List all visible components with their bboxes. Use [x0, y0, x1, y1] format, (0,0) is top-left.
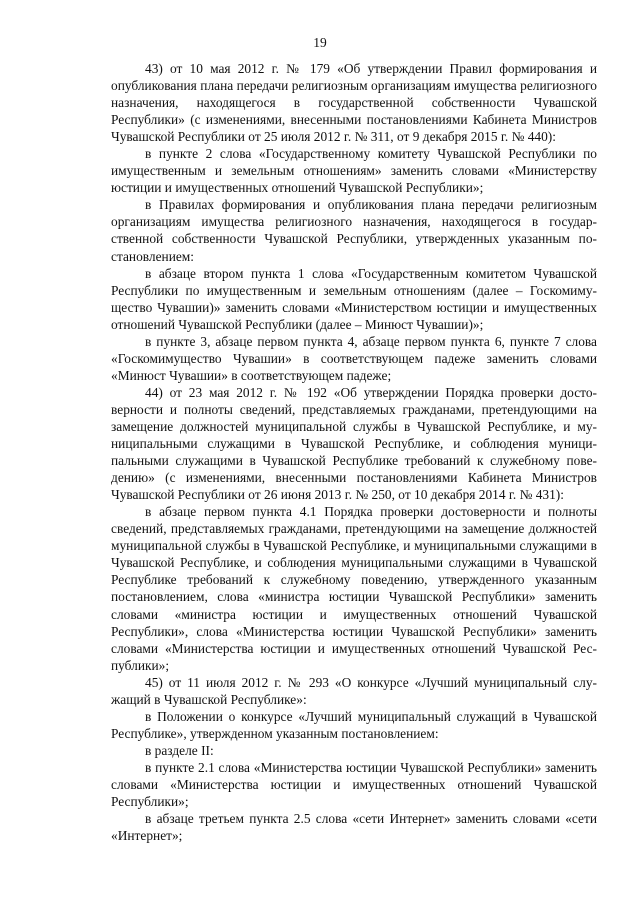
paragraph-item-45-point-2-1: в пункте 2.1 слова «Министерства юстиции Чувашской Республики» заменить словами «Министерства юстиции и имущественных отношений Чувашской Республики»;	[111, 759, 597, 810]
paragraph-item-45-regulation-intro: в Положении о конкурсе «Лучший муниципальный служащий в Чувашской Республике», утвержденном указанным постановлением:	[111, 708, 597, 741]
paragraph-item-45-section-2: в разделе II:	[145, 742, 214, 758]
paragraph-item-43: 43) от 10 мая 2012 г. № 179 «Об утверждении Правил формирования и опубликования плана передачи религиозным организациям имущества религиозного назначения, находящегося в государственной собственности Чувашской Республики» (с изменениями, внесенными постановлениями Кабинета Министров Чувашской Республики от 25 июля 2012 г. № 311, от 9 декабря 2015 г. № 440):	[111, 61, 597, 145]
paragraph-item-45: 45) от 11 июля 2012 г. № 293 «О конкурсе «Лучший муниципальный служащий в Чувашской Республике»:	[111, 674, 597, 707]
paragraph-item-45-point-2-5: в абзаце третьем пункта 2.5 слова «сети Интернет» заменить словами «сети «Интернет»;	[111, 811, 597, 844]
page-number: 19	[313, 35, 327, 50]
paragraph-item-43-point-2: в пункте 2 слова «Государственному комитету Чувашской Республики по имущественным и земельным отношениям» заменить словами «Министерству юстиции и имущественных отношений Чувашской Республики»;	[111, 146, 597, 196]
paragraph-item-43-rules-intro: в Правилах формирования и опубликования плана передачи религиозным организациям имущества религиозного назначения, находящегося в государственной собственности Чувашской Республики, утвержденных указанным постановлением:	[111, 197, 597, 264]
paragraph-item-44-point-4-1: в абзаце первом пункта 4.1 Порядка проверки достоверности и полноты сведений, представляемых гражданами, претендующими на замещение должностей муниципальной службы в Чувашской Республике, и муниципальными служащими в Чувашской Республике, и соблюдения муниципальными служащими в Чувашской Республике требований к служебному поведению, утвержденного указанным постановлением, слова «министра юстиции Чувашской Республики» заменить словами «министра юстиции и имущественных отношений Чувашской Республики», слова «Министерства юстиции Чувашской Республики» заменить словами «Министерства юстиции и имущественных отношений Чувашской Республики»;	[111, 504, 597, 673]
document-body	[111, 60, 597, 844]
paragraph-item-43-point-1: в абзаце втором пункта 1 слова «Государственным комитетом Чувашской Республики по имущественным и земельным отношениям (далее – Госкомимущество Чувашии)» заменить словами «Министерством юстиции и имущественных отношений Чувашской Республики (далее – Минюст Чувашии)»;	[111, 265, 597, 332]
paragraph-item-44: 44) от 23 мая 2012 г. № 192 «Об утверждении Порядка проверки достоверности и полноты сведений, представляемых гражданами, претендующими на замещение должностей муниципальной службы в Чувашской Республике, и муниципальными служащими в Чувашской Республике, и соблюдения муниципальными служащими в Чувашской Республике требований к служебному поведению» (с изменениями, внесенными постановлениями Кабинета Министров Чувашской Республики от 26 июня 2013 г. № 250, от 10 декабря 2014 г. № 431):	[111, 384, 597, 503]
paragraph-item-43-points-3-7: в пункте 3, абзаце первом пункта 4, абзаце первом пункта 6, пункте 7 слова «Госкомимущество Чувашии» в соответствующем падеже заменить словами «Минюст Чувашии» в соответствующем падеже;	[111, 333, 597, 383]
